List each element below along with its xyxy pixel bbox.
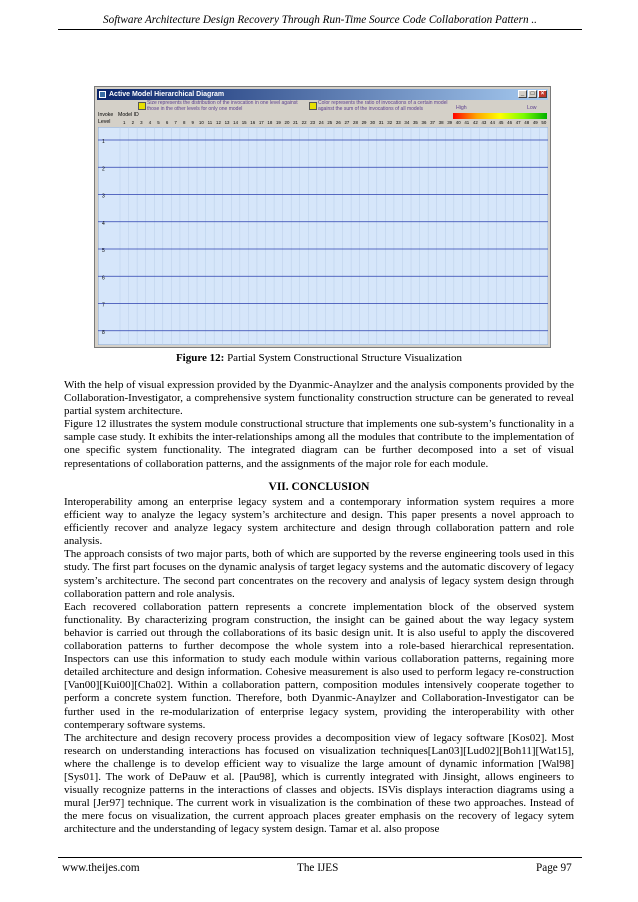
model-id-tick: 37	[430, 120, 435, 125]
model-id-tick: 15	[241, 120, 247, 125]
model-id-tick: 42	[472, 120, 478, 125]
body-block-2	[64, 496, 574, 836]
model-id-tick: 49	[532, 120, 538, 125]
close-icon[interactable]: ×	[538, 90, 547, 98]
model-id-tick: 18	[267, 120, 273, 125]
level-tick-label: 3	[102, 193, 105, 200]
model-id-tick: 2	[131, 120, 135, 125]
model-id-tick: 16	[250, 120, 256, 125]
minimize-icon[interactable]: _	[518, 90, 527, 98]
model-id-tick: 25	[327, 120, 333, 125]
figure-caption-label: Figure 12:	[175, 352, 225, 364]
invoke-label: Invoke	[98, 112, 114, 118]
model-id-tick: 29	[361, 120, 367, 125]
color-legend-swatch	[309, 102, 317, 110]
paragraph: With the help of visual expression provided by the Dyanmic-Anaylzer and the analysis components provided by the Collaboration-Investigator, a comprehensive system functionality construction structure can be generated to reveal partial system architecture.	[64, 379, 574, 418]
model-id-axis	[120, 119, 548, 126]
low-label: Low	[527, 105, 537, 111]
level-tick-label: 4	[102, 220, 105, 227]
footer-journal: The IJES	[297, 862, 339, 874]
model-id-tick: 36	[421, 120, 427, 125]
paragraph: Each recovered collaboration pattern represents a concrete implementation block of the observed system functionality. By characterizing program construction, the insight can be gained about the way legacy system behavior is carried out through the collaborations of its basic design unit. It is also useful to apply the discovered collaboration patterns to further decompose the whole system into a role-based hierarchical representation. Inspectors can use this information to study each module within various collaboration patterns, regaining more detailed architecture and design information. Cohesive measurement is also used to perform legacy re-construction [Van00][Kui00][Cha02]. Within a collaboration pattern, composition modules intensively cooperate together to perform a concrete system function. Therefore, both Dyanmic-Anaylzer and Collaboration-Investigator can be further used in the re-modularization of enterprise legacy system, providing the interoperability with other contemperary software systems.	[64, 600, 574, 731]
model-id-tick: 8	[182, 120, 186, 125]
figure-caption-text: Partial System Constructional Structure Visualization	[224, 352, 463, 364]
paragraph: Figure 12 illustrates the system module constructional structure that implements one sub-system’s functionality in a sample case study. It exhibits the inter-relationships among all the modules that contribute to the implementation of one specific system functionality. The integrated diagram can be further decomposed into a set of visual representations of collaboration patterns, and the assignments of the major role for each module.	[64, 418, 574, 470]
model-id-tick: 11	[207, 120, 213, 125]
window-title: Active Model Hierarchical Diagram	[109, 91, 225, 98]
model-id-tick: 48	[524, 120, 530, 125]
model-id-tick: 26	[335, 120, 341, 125]
window-titlebar	[97, 89, 548, 100]
model-id-tick: 33	[395, 120, 401, 125]
maximize-icon[interactable]: □	[528, 90, 537, 98]
model-id-tick: 40	[455, 120, 461, 125]
model-id-tick: 46	[507, 120, 513, 125]
level-tick-label: 6	[102, 275, 105, 282]
model-id-tick: 12	[216, 120, 221, 125]
model-id-tick: 17	[258, 120, 264, 125]
paragraph: The architecture and design recovery process provides a decomposition view of legacy software [Kos02]. Most research on understanding interactions has focused on visualization techniques[Lan03][Lud02][Boh11][Wat15], where the challenge is to develop efficient way to visualize the large amount of dynamic information [Wal98][Sys01]. The work of DePauw et al. [Pau98], which is currently integrated with Jinsight, allows engineers to visually recognize patterns in the interactions of classes and objects. ISVis displays interaction diagrams using a mural [Jer97] technique. The current work in visualization is the combination of these two approaches. Instead of the mere focus on visualization, the current approach places greater emphasis on the recovery of legacy sytem architecture and the understanding of legacy system design. Tamar et al. also propose	[64, 731, 574, 836]
level-tick-label: 2	[102, 166, 105, 173]
model-id-tick: 13	[224, 120, 230, 125]
model-id-tick: 4	[148, 120, 152, 125]
model-id-tick: 10	[198, 120, 204, 125]
body-block-1	[64, 379, 574, 471]
plot-background	[98, 127, 548, 345]
model-id-label: Model ID	[118, 112, 139, 118]
model-id-tick: 23	[310, 120, 316, 125]
figure-screenshot-window	[94, 86, 551, 348]
model-id-tick: 27	[344, 120, 350, 125]
paragraph: Interoperability among an enterprise legacy system and a contemporary information system requires a more efficient way to analyze the legacy system’s architecture and design. This paper presents a novel approach to efficiently recover and analyze legacy system architecture and design through collaboration pattern and role analysis.	[64, 496, 574, 548]
level-tick-label: 7	[102, 302, 105, 309]
model-id-tick: 43	[481, 120, 487, 125]
model-id-tick: 24	[318, 120, 324, 125]
size-legend-note: Size represents the distribution of the invocation in one level against those in the other levels for only one model	[147, 100, 298, 112]
model-id-tick: 35	[412, 120, 418, 125]
model-id-tick: 45	[498, 120, 504, 125]
header-rule	[58, 29, 582, 30]
model-id-tick: 47	[515, 120, 521, 125]
color-legend-note: Color represents the ratio of invocations of a certain model against the sum of the invocations of all models	[318, 100, 448, 112]
model-id-tick: 6	[165, 120, 169, 125]
model-id-tick: 14	[233, 120, 239, 125]
level-tick-label: 1	[102, 139, 105, 145]
high-label: High	[456, 105, 467, 111]
model-id-tick: 44	[490, 120, 495, 125]
model-id-tick: 22	[301, 120, 307, 125]
model-id-tick: 21	[293, 120, 298, 125]
paragraph: The approach consists of two major parts, both of which are supported by the reverse engineering tools used in this study. The first part focuses on the dynamic analysis of target legacy systems and the automatic discovery of legacy system’s architecture. The second part concentrates on the recovery and analysis of legacy system design through collaboration pattern and role analysis.	[64, 548, 574, 600]
level-tick-label: 8	[102, 329, 105, 336]
model-id-tick: 20	[284, 120, 290, 125]
level-label: Level	[98, 119, 111, 125]
model-id-tick: 19	[275, 120, 281, 125]
model-id-tick: 32	[387, 120, 393, 125]
model-id-tick: 9	[191, 120, 194, 125]
model-id-tick: 34	[404, 120, 410, 125]
model-id-tick: 1	[123, 120, 126, 125]
footer-page-number: Page 97	[536, 862, 572, 874]
window-controls	[518, 90, 547, 98]
model-id-tick: 7	[174, 120, 177, 125]
model-id-tick: 41	[464, 120, 470, 125]
model-id-tick: 3	[140, 120, 143, 125]
level-tick-label: 5	[102, 248, 105, 254]
model-id-tick: 50	[541, 120, 547, 125]
footer-rule	[58, 857, 582, 858]
model-id-tick: 5	[157, 120, 160, 125]
model-id-tick: 39	[447, 120, 453, 125]
section-heading: VII. CONCLUSION	[268, 481, 370, 493]
model-id-tick: 38	[438, 120, 444, 125]
figure-caption	[0, 352, 638, 364]
running-header: Software Architecture Design Recovery Through Run-Time Source Code Collaboration Pattern ..	[103, 14, 537, 26]
model-id-tick: 28	[353, 120, 358, 125]
model-id-tick: 31	[378, 120, 384, 125]
size-legend-swatch	[138, 102, 146, 110]
footer-website[interactable]: www.theijes.com	[62, 862, 140, 874]
app-icon	[99, 91, 106, 98]
hierarchy-plot	[98, 127, 548, 345]
model-id-tick: 30	[370, 120, 376, 125]
